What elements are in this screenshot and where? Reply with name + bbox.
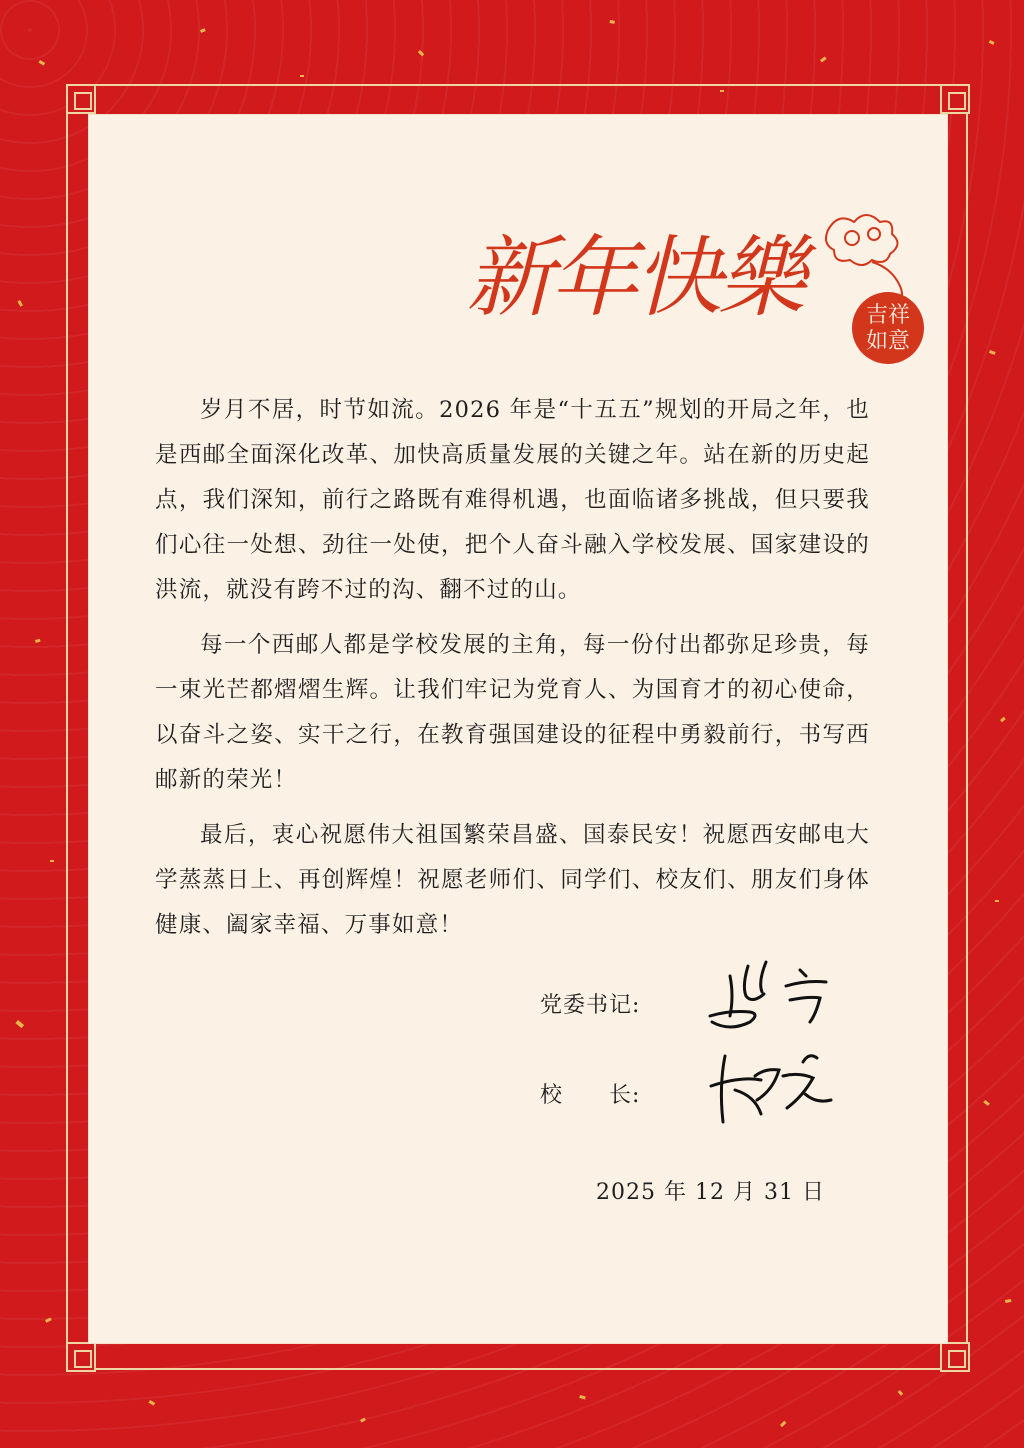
paragraph: 每一个西邮人都是学校发展的主角，每一份付出都弥足珍贵，每一束光芒都熠熠生辉。让我们牢记为党育人、为国育才的初心使命，以奋斗之姿、实干之行，在教育强国建设的征程中勇毅前行，书写西邮新的荣光！: [155, 632, 870, 793]
seal-stamp-icon: [852, 292, 924, 364]
frame-corner-top-right: [940, 84, 970, 114]
secretary-label: 党委书记:: [540, 993, 641, 1018]
paragraph: 岁月不居，时节如流。2026 年是“十五五”规划的开局之年，也是西邮全面深化改革、加快高质量发展的关键之年。站在新的历史起点，我们深知，前行之路既有难得机遇，也面临诸多挑战，但只要我们心往一处想、劲往一处使，把个人奋斗融入学校发展、国家建设的洪流，就没有跨不过的沟、翻不过的山。: [155, 397, 870, 603]
president-signature: [711, 1056, 831, 1122]
president-label: 校 长:: [540, 1083, 641, 1108]
svg-text:如意: 如意: [865, 329, 911, 354]
title-calligraphy: 新年快樂: [466, 226, 803, 329]
frame-corner-bottom-left: [66, 1342, 96, 1372]
letter-date: 2025 年 12 月 31 日: [596, 1180, 825, 1205]
new-year-title-art: [460, 190, 930, 370]
frame-corner-bottom-right: [940, 1342, 970, 1372]
svg-text:吉祥: 吉祥: [865, 303, 911, 328]
paragraph: 最后，衷心祝愿伟大祖国繁荣昌盛、国泰民安！祝愿西安邮电大学蒸蒸日上、再创辉煌！祝愿老师们、同学们、校友们、朋友们身体健康、阖家幸福、万事如意！: [155, 822, 870, 938]
frame-corner-top-left: [66, 84, 96, 114]
letter-body: [155, 388, 870, 958]
secretary-signature: [700, 956, 840, 1036]
